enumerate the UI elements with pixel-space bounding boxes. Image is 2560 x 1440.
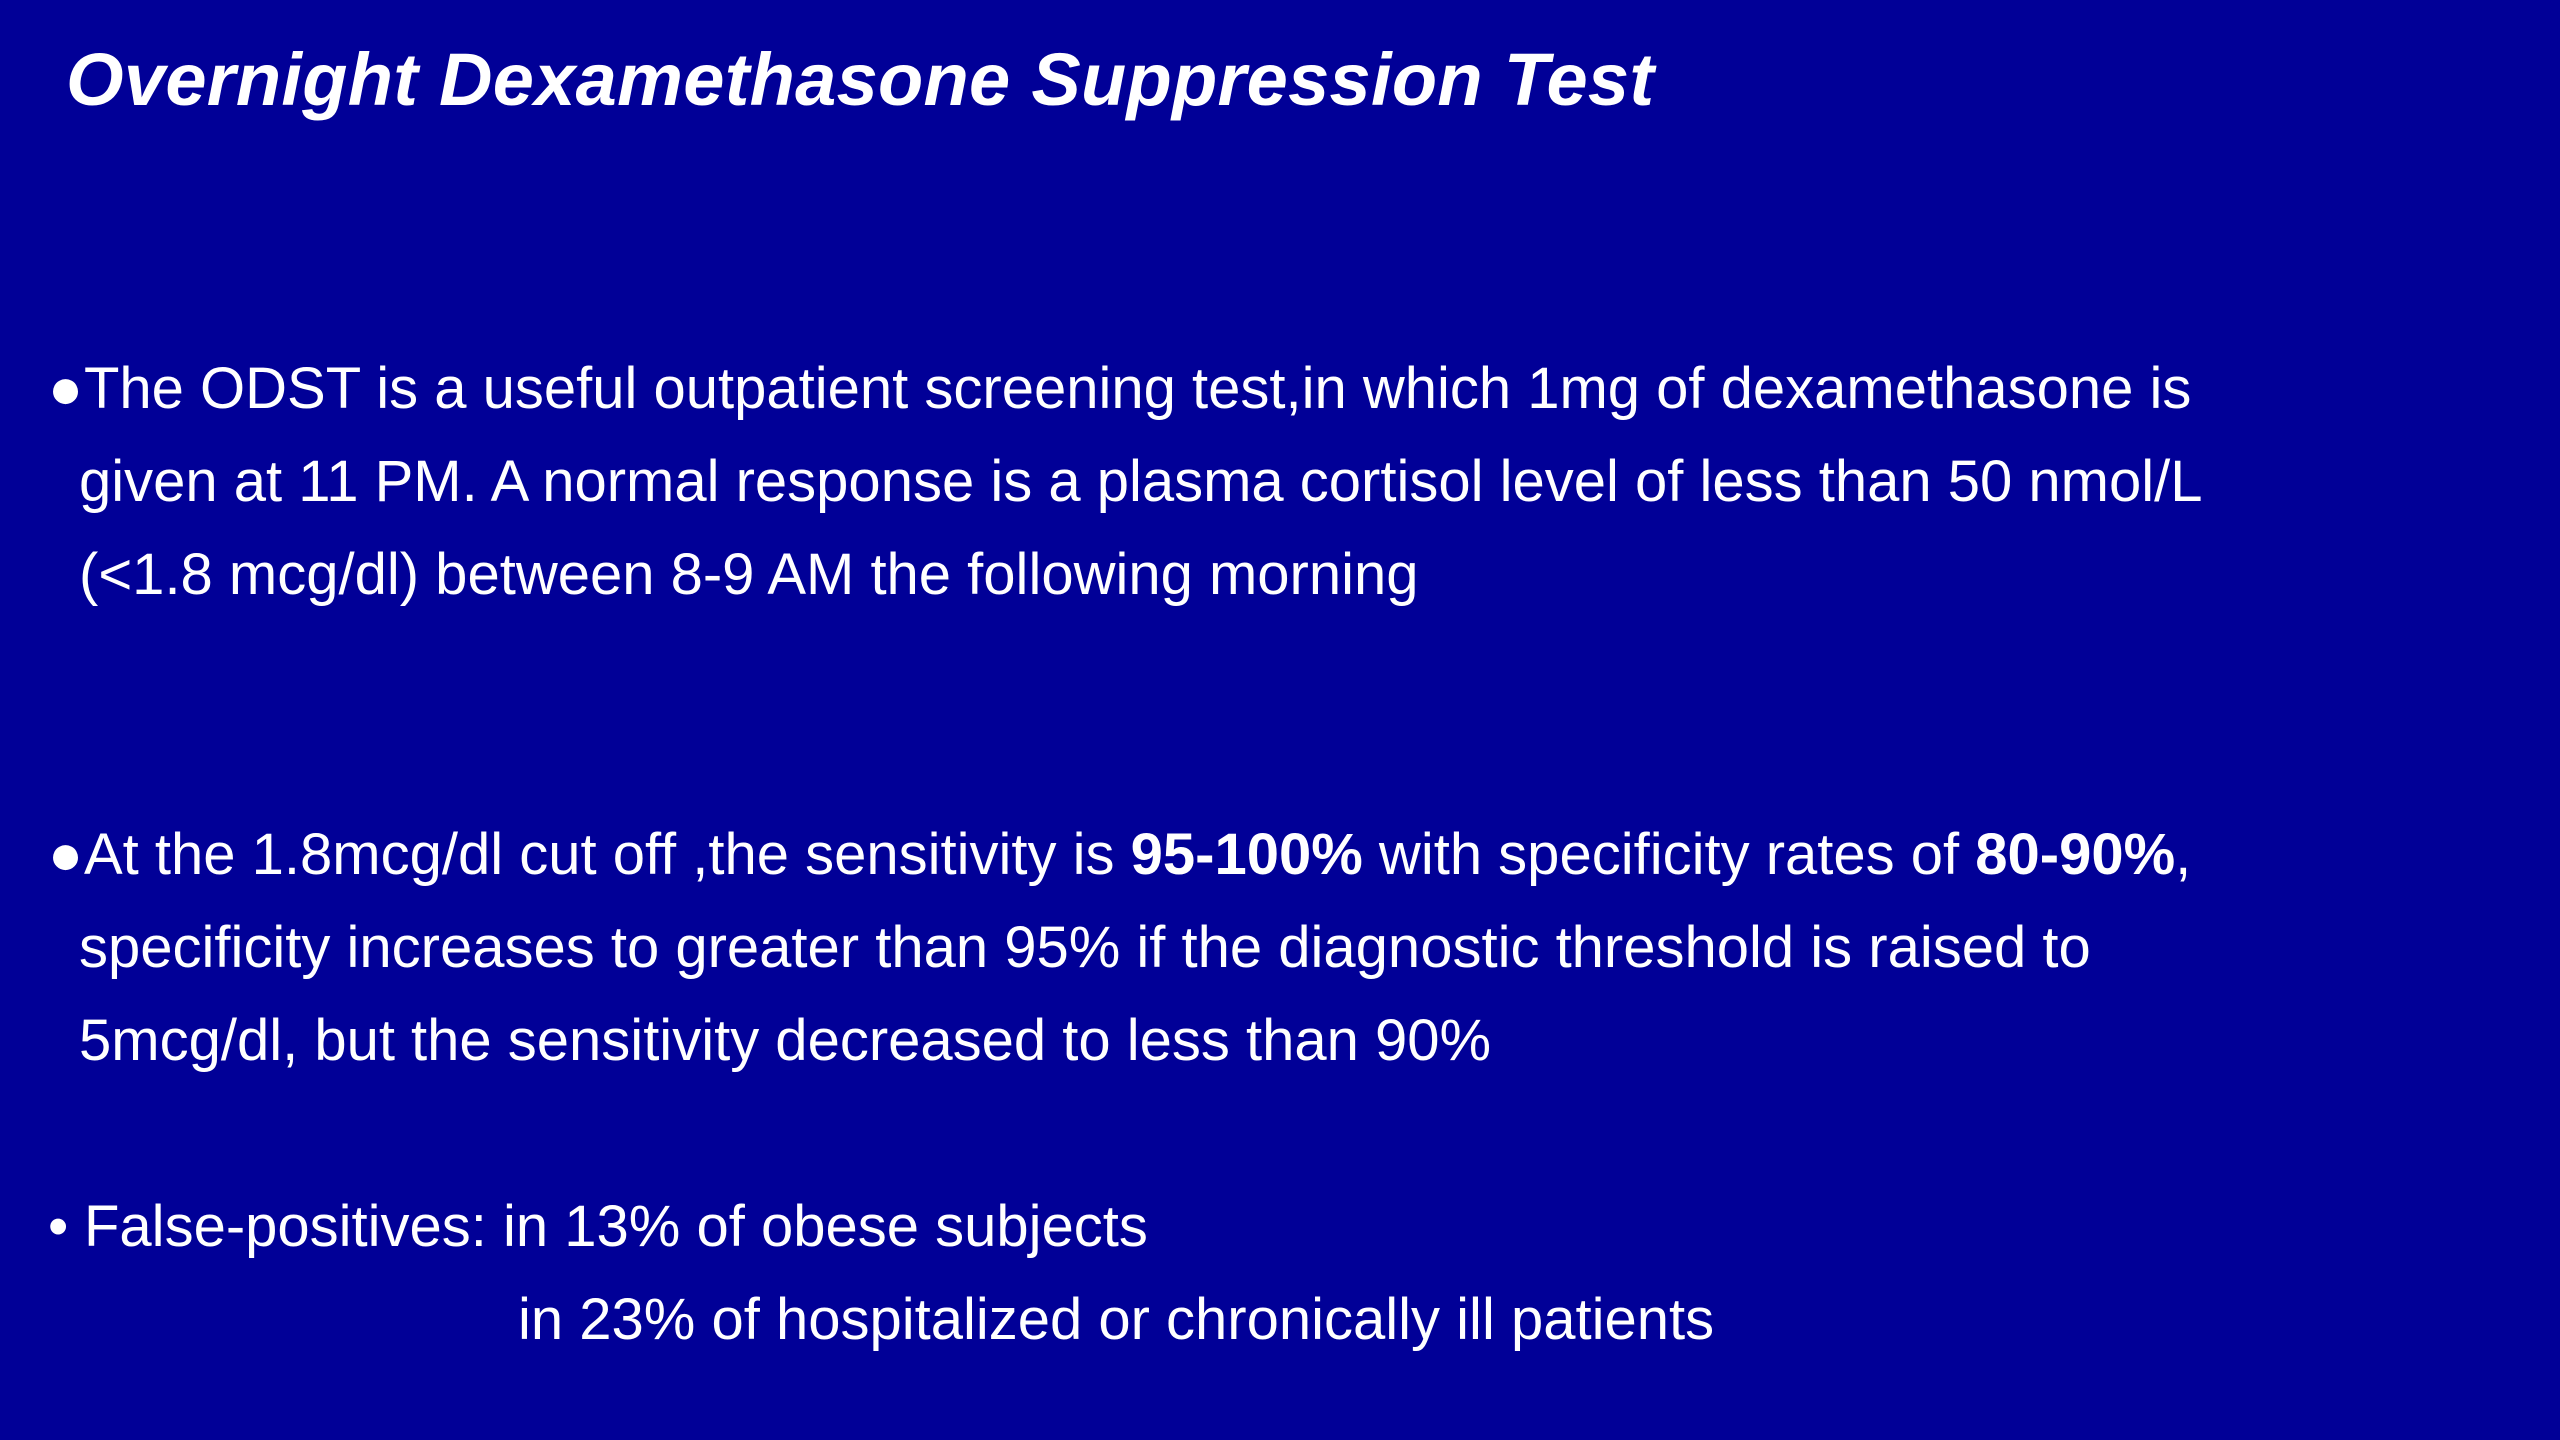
slide-title: Overnight Dexamethasone Suppression Test — [66, 38, 1655, 121]
bullet-line: given at 11 PM. A normal response is a plasma cortisol level of less than 50 nmol/L — [79, 449, 2203, 514]
bullet-dot-icon: ● — [48, 356, 84, 421]
bullet-odst-description — [48, 342, 2488, 621]
bullet-dot-icon: • — [48, 1194, 69, 1259]
bullet-line — [48, 342, 2488, 435]
bullet-dot-icon: ● — [48, 822, 84, 887]
bullet-line — [48, 1180, 2488, 1273]
bullet-text: At the 1.8mcg/dl cut off ,the sensitivity is — [84, 822, 1131, 887]
bullet-sensitivity-specificity — [48, 808, 2488, 1087]
bullet-line: specificity increases to greater than 95% if the diagnostic threshold is raised to — [79, 915, 2091, 980]
bullet-text: The ODST is a useful outpatient screening test,in which 1mg of dexamethasone is — [84, 356, 2192, 421]
bullet-text: , — [2175, 822, 2192, 887]
bullet-line: (<1.8 mcg/dl) between 8-9 AM the following morning — [79, 542, 1419, 607]
bullet-line: 5mcg/dl, but the sensitivity decreased to less than 90% — [79, 1008, 1492, 1073]
bullet-text: with specificity rates of — [1362, 822, 1976, 887]
bullet-line — [48, 808, 2488, 901]
sensitivity-value: 95-100% — [1130, 822, 1363, 887]
bullet-false-positives — [48, 1180, 2488, 1366]
bullet-line: in 23% of hospitalized or chronically ill patients — [518, 1287, 1715, 1352]
bullet-text: False-positives: in 13% of obese subjects — [84, 1194, 1148, 1259]
specificity-value: 80-90% — [1975, 822, 2176, 887]
